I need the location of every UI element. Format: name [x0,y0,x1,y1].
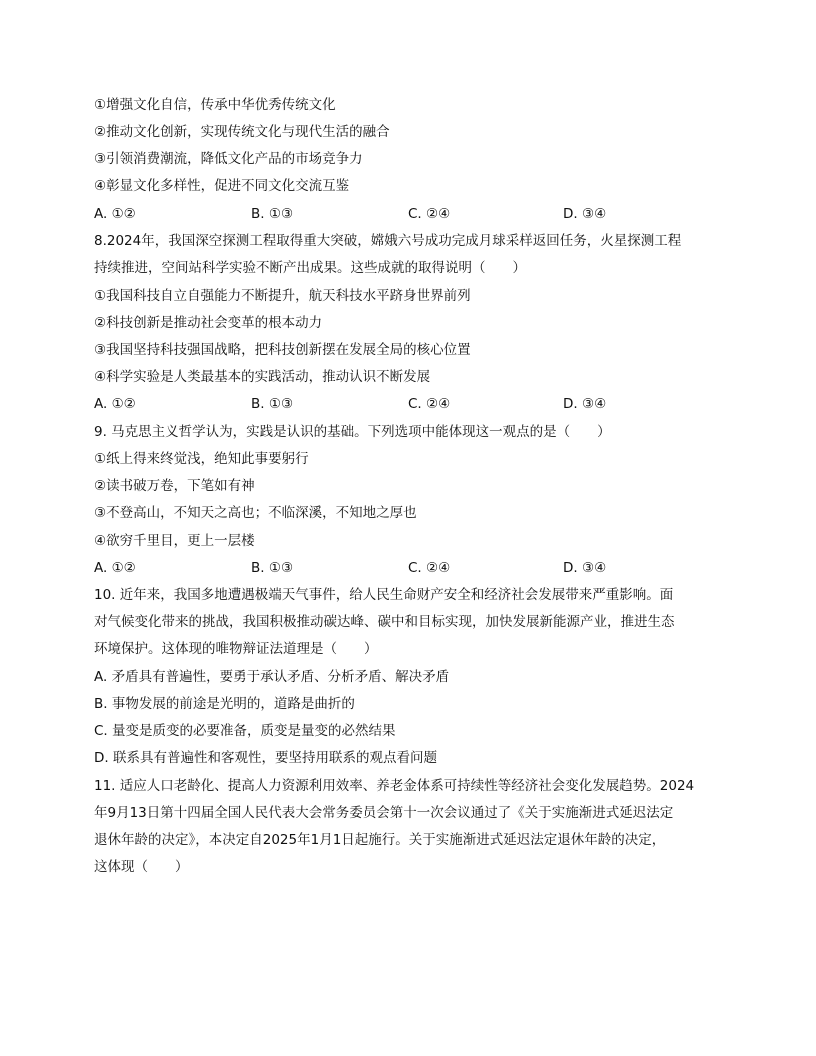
q9-item-1: ①纸上得来终觉浅，绝知此事要躬行 [94,451,309,467]
q11-stem-line-4: 这体现（ ） [94,859,189,875]
q8-option-d: D. ③④ [563,396,607,412]
q7-item-4: ④彰显文化多样性，促进不同文化交流互鉴 [94,178,350,194]
q11-stem-line-2: 年9月13日第十四届全国人民代表大会常务委员会第十一次会议通过了《关于实施渐进式延迟法定 [94,805,674,821]
q10-stem-line-2: 对气候变化带来的挑战，我国积极推动碳达峰、碳中和目标实现，加快发展新能源产业，推进生态 [94,614,675,630]
q7-item-2: ②推动文化创新，实现传统文化与现代生活的融合 [94,124,390,140]
q8-option-b: B. ①③ [251,396,294,412]
q8-option-c: C. ②④ [408,396,451,412]
q8-item-2: ②科技创新是推动社会变革的根本动力 [94,315,323,331]
q10-choice-c: C. 量变是质变的必要准备，质变是量变的必然结果 [94,723,396,739]
q8-stem-line-2: 持续推进，空间站科学实验不断产出成果。这些成就的取得说明（ ） [94,260,526,276]
q8-stem-line-1: 8.2024年，我国深空探测工程取得重大突破，嫦娥六号成功完成月球采样返回任务，火星探测工程 [94,233,682,249]
q9-item-2: ②读书破万卷，下笔如有神 [94,478,255,494]
q7-option-c: C. ②④ [408,206,451,222]
q9-option-c: C. ②④ [408,560,451,576]
q9-option-b: B. ①③ [251,560,294,576]
q7-item-1: ①增强文化自信，传承中华优秀传统文化 [94,97,336,113]
q7-option-b: B. ①③ [251,206,294,222]
q9-item-4: ④欲穷千里目，更上一层楼 [94,533,255,549]
q10-stem-line-1: 10. 近年来，我国多地遭遇极端天气事件，给人民生命财产安全和经济社会发展带来严重影响。面 [94,587,674,603]
q10-choice-a: A. 矛盾具有普遍性，要勇于承认矛盾、分析矛盾、解决矛盾 [94,669,450,685]
q10-stem-line-3: 环境保护。这体现的唯物辩证法道理是（ ） [94,641,378,657]
q10-choice-d: D. 联系具有普遍性和客观性，要坚持用联系的观点看问题 [94,750,437,766]
q9-stem: 9. 马克思主义哲学认为，实践是认识的基础。下列选项中能体现这一观点的是（ ） [94,424,611,440]
q11-stem-line-1: 11. 适应人口老龄化、提高人力资源利用效率、养老金体系可持续性等经济社会变化发展趋势。2024 [94,778,695,794]
q7-item-3: ③引领消费潮流，降低文化产品的市场竞争力 [94,151,363,167]
q8-item-4: ④科学实验是人类最基本的实践活动，推动认识不断发展 [94,369,431,385]
q9-option-a: A. ①② [94,560,136,576]
q10-choice-b: B. 事物发展的前途是光明的，道路是曲折的 [94,696,355,712]
q7-option-d: D. ③④ [563,206,607,222]
q8-item-1: ①我国科技自立自强能力不断提升，航天科技水平跻身世界前列 [94,288,471,304]
q8-item-3: ③我国坚持科技强国战略，把科技创新摆在发展全局的核心位置 [94,342,471,358]
q9-option-d: D. ③④ [563,560,607,576]
q9-item-3: ③不登高山，不知天之高也；不临深溪，不知地之厚也 [94,505,417,521]
q7-option-a: A. ①② [94,206,136,222]
q8-option-a: A. ①② [94,396,136,412]
q11-stem-line-3: 退休年龄的决定》，本决定自2025年1月1日起施行。关于实施渐进式延迟法定退休年龄的决定， [94,832,666,848]
